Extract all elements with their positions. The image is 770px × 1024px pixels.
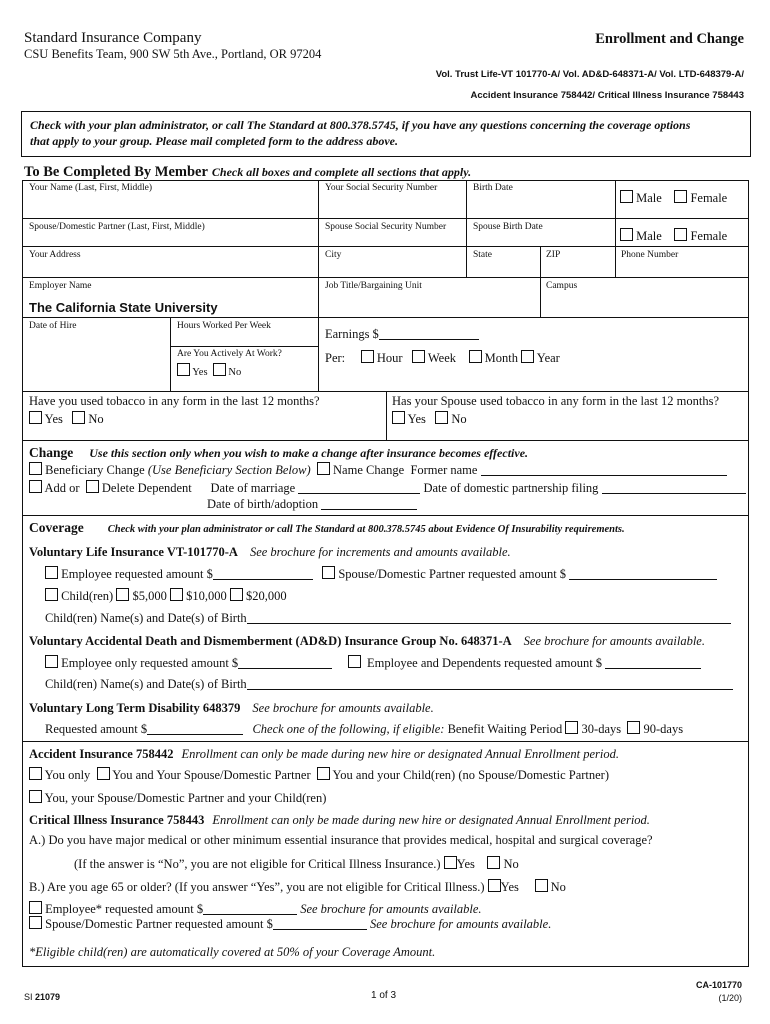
- accident-you-spouse-checkbox[interactable]: [97, 767, 110, 780]
- vl-spouse-checkbox[interactable]: [322, 566, 335, 579]
- add-child-names-row: Child(ren) Name(s) and Date(s) of Birth: [45, 677, 733, 692]
- accident-you-all-checkbox[interactable]: [29, 790, 42, 803]
- add-child-names-input[interactable]: [247, 677, 733, 690]
- delete-dependent-checkbox[interactable]: [86, 480, 99, 493]
- critical-employee-row: Employee* requested amount $ See brochure for amounts available.: [29, 901, 482, 917]
- zip-label: ZIP: [546, 250, 561, 260]
- partnership-date-input[interactable]: [602, 481, 746, 494]
- male-checkbox[interactable]: [620, 190, 633, 203]
- critical-question-a: A.) Do you have major medical or other minimum essential insurance that provides medical, hospital and surgical coverage?: [29, 833, 653, 847]
- vl-child-names-input[interactable]: [247, 611, 731, 624]
- notice-line-2: that apply to your group. Please mail completed form to the address above.: [30, 134, 398, 148]
- state-label: State: [473, 250, 492, 260]
- add-amount-row: Employee only requested amount $ Employee and Dependents requested amount $: [45, 655, 701, 671]
- spouse-sex-selector: Male Female: [620, 228, 727, 244]
- active-yes-checkbox[interactable]: [177, 363, 190, 376]
- address-label: Your Address: [29, 250, 81, 260]
- ltd-amount-input[interactable]: [147, 722, 243, 735]
- vl-child-names-row: Child(ren) Name(s) and Date(s) of Birth: [45, 611, 731, 626]
- spouse-male-checkbox[interactable]: [620, 228, 633, 241]
- vl-children-row: Child(ren) $5,000 $10,000 $20,000: [45, 588, 287, 604]
- critical-a-no-checkbox[interactable]: [487, 856, 500, 869]
- vl-spouse-amount-input[interactable]: [569, 567, 717, 580]
- per-week-checkbox[interactable]: [412, 350, 425, 363]
- name-label: Your Name (Last, First, Middle): [29, 183, 153, 193]
- accident-you-children-checkbox[interactable]: [317, 767, 330, 780]
- tobacco-self-question: Have you used tobacco in any form in the last 12 months?: [29, 394, 320, 408]
- policies-line-1: Vol. Trust Life-VT 101770-A/ Vol. AD&D-648371-A/ Vol. LTD-648379-A/: [435, 69, 744, 80]
- earnings-input[interactable]: [379, 327, 479, 340]
- birth-label: Birth Date: [473, 183, 513, 193]
- marriage-date-input[interactable]: [298, 481, 420, 494]
- member-heading: To Be Completed By Member Check all boxes and complete all sections that apply.: [24, 164, 472, 180]
- ltd-title-row: Voluntary Long Term Disability 648379 See brochure for amounts available.: [29, 701, 434, 715]
- form-date: (1/20): [718, 993, 742, 1003]
- footer-si: SI 21079: [24, 992, 61, 1002]
- tobacco-self-options: Yes No: [29, 411, 104, 427]
- vl-amount-row: Employee requested amount $ Spouse/Domestic Partner requested amount $: [45, 566, 717, 582]
- vl-title-row: Voluntary Life Insurance VT-101770-A See brochure for increments and amounts available.: [29, 545, 511, 559]
- earnings-field: Earnings $: [325, 327, 479, 342]
- phone-label: Phone Number: [621, 250, 679, 260]
- add-employee-checkbox[interactable]: [45, 655, 58, 668]
- critical-employee-checkbox[interactable]: [29, 901, 42, 914]
- critical-footnote: *Eligible child(ren) are automatically covered at 50% of your Coverage Amount.: [29, 945, 436, 959]
- tobacco-spouse-yes-checkbox[interactable]: [392, 411, 405, 424]
- critical-b-no-checkbox[interactable]: [535, 879, 548, 892]
- company-name: Standard Insurance Company: [24, 30, 202, 46]
- company-address: CSU Benefits Team, 900 SW 5th Ave., Portland, OR 97204: [24, 47, 322, 61]
- vl-5000-checkbox[interactable]: [116, 588, 129, 601]
- employer-value: The California State University: [29, 300, 218, 315]
- per-options: Per: Hour Week Month Year: [325, 351, 560, 365]
- per-hour-checkbox[interactable]: [361, 350, 374, 363]
- critical-spouse-amount-input[interactable]: [273, 917, 367, 930]
- critical-title-row: Critical Illness Insurance 758443 Enrollment can only be made during new hire or designated Annual Enrollment period.: [29, 813, 650, 827]
- vl-10000-checkbox[interactable]: [170, 588, 183, 601]
- active-no-checkbox[interactable]: [213, 363, 226, 376]
- change-row-1: Beneficiary Change (Use Beneficiary Section Below) Name Change Former name: [29, 462, 727, 478]
- ssn-label: Your Social Security Number: [325, 183, 438, 193]
- critical-a-yes-checkbox[interactable]: [444, 856, 457, 869]
- vl-employee-checkbox[interactable]: [45, 566, 58, 579]
- tobacco-spouse-options: Yes No: [392, 411, 467, 427]
- add-dependents-checkbox[interactable]: [348, 655, 361, 668]
- job-label: Job Title/Bargaining Unit: [325, 281, 422, 291]
- accident-you-only-checkbox[interactable]: [29, 767, 42, 780]
- female-checkbox[interactable]: [674, 190, 687, 203]
- critical-question-b: B.) Are you age 65 or older? (If you answer “Yes”, you are not eligible for Critical Illness.) Yes No: [29, 880, 566, 894]
- spouse-female-checkbox[interactable]: [674, 228, 687, 241]
- notice-line-1: Check with your plan administrator, or call The Standard at 800.378.5745, if you have any questions concerning the coverage options: [30, 118, 691, 132]
- vl-20000-checkbox[interactable]: [230, 588, 243, 601]
- active-label: Are You Actively At Work?: [177, 349, 282, 359]
- add-dependent-checkbox[interactable]: [29, 480, 42, 493]
- name-change-checkbox[interactable]: [317, 462, 330, 475]
- spouse-ssn-label: Spouse Social Security Number: [325, 222, 447, 232]
- change-heading: Change Use this section only when you wish to make a change after insurance becomes effective.: [29, 445, 529, 460]
- birth-adoption-date-input[interactable]: [321, 497, 417, 510]
- spouse-name-label: Spouse/Domestic Partner (Last, First, Middle): [29, 222, 205, 232]
- per-year-checkbox[interactable]: [521, 350, 534, 363]
- add-employee-amount-input[interactable]: [238, 656, 332, 669]
- form-number: CA-101770: [695, 980, 742, 990]
- form-title: Enrollment and Change: [595, 31, 744, 47]
- critical-spouse-checkbox[interactable]: [29, 916, 42, 929]
- hire-label: Date of Hire: [29, 321, 77, 331]
- critical-question-a-options: (If the answer is “No”, you are not eligible for Critical Illness Insurance.) Yes No: [74, 857, 519, 871]
- campus-label: Campus: [546, 281, 578, 291]
- page-number: 1 of 3: [371, 990, 397, 1001]
- city-label: City: [325, 250, 342, 260]
- tobacco-spouse-question: Has your Spouse used tobacco in any form in the last 12 months?: [392, 394, 720, 408]
- ltd-90days-checkbox[interactable]: [627, 721, 640, 734]
- coverage-heading: Coverage Check with your plan administrator or call The Standard at 800.378.5745 about Evidence Of Insurability requirements.: [29, 520, 625, 535]
- former-name-input[interactable]: [481, 463, 727, 476]
- change-row-3: Date of birth/adoption: [207, 497, 417, 512]
- ltd-amount-row: Requested amount $ Check one of the following, if eligible: Benefit Waiting Period 30-days 90-days: [45, 722, 684, 736]
- critical-employee-amount-input[interactable]: [203, 902, 297, 915]
- employer-label: Employer Name: [29, 281, 92, 291]
- change-row-2: Add or Delete Dependent Date of marriage Date of domestic partnership filing: [29, 480, 746, 496]
- per-month-checkbox[interactable]: [469, 350, 482, 363]
- accident-options-row-1: You only You and Your Spouse/Domestic Partner You and your Child(ren) (no Spouse/Domestic Partner): [29, 767, 609, 783]
- accident-options-row-2: You, your Spouse/Domestic Partner and your Child(ren): [29, 790, 326, 806]
- hours-label: Hours Worked Per Week: [177, 321, 271, 331]
- ltd-30days-checkbox[interactable]: [565, 721, 578, 734]
- sex-selector: Male Female: [620, 190, 727, 206]
- active-options: Yes No: [177, 363, 241, 378]
- tobacco-self-no-checkbox[interactable]: [72, 411, 85, 424]
- add-dependents-amount-input[interactable]: [605, 656, 701, 669]
- accident-title-row: Accident Insurance 758442 Enrollment can only be made during new hire or designated Annual Enrollment period.: [29, 747, 620, 761]
- beneficiary-change-checkbox[interactable]: [29, 462, 42, 475]
- critical-b-yes-checkbox[interactable]: [488, 879, 501, 892]
- spouse-birth-label: Spouse Birth Date: [473, 222, 543, 232]
- critical-spouse-row: Spouse/Domestic Partner requested amount $ See brochure for amounts available.: [29, 916, 551, 932]
- vl-employee-amount-input[interactable]: [213, 567, 313, 580]
- tobacco-self-yes-checkbox[interactable]: [29, 411, 42, 424]
- vl-children-checkbox[interactable]: [45, 588, 58, 601]
- policies-line-2: Accident Insurance 758442/ Critical Illness Insurance 758443: [470, 90, 744, 101]
- tobacco-spouse-no-checkbox[interactable]: [435, 411, 448, 424]
- add-title-row: Voluntary Accidental Death and Dismemberment (AD&D) Insurance Group No. 648371-A See brochure for amounts available.: [29, 634, 705, 648]
